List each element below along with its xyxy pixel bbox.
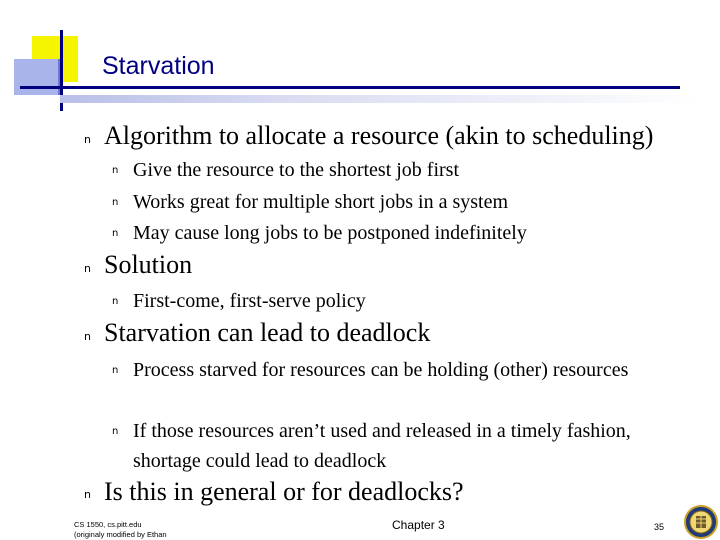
sub-bullet-text: Process starved for resources can be holding (other) resources [133,359,629,381]
sub-bullet-text: Works great for multiple short jobs in a system [133,191,508,213]
sub-bullet-marker: n [112,228,119,239]
page-number: 35 [654,522,665,532]
sub-bullet-text: If those resources aren’t used and released in a timely fashion, shortage could lead to deadlock [133,420,631,472]
bullet-marker: n [84,262,91,275]
sub-bullet-text: May cause long jobs to be postponed indefinitely [133,222,527,244]
sub-bullet-marker: n [112,165,119,176]
bullet-marker: n [84,133,91,146]
slide-title: Starvation [102,52,215,80]
decorative-gradient-bar [60,95,700,103]
footer-credit-line: CS 1550, cs.pitt.edu [74,520,142,529]
bullet-marker: n [84,330,91,343]
sub-bullet-marker: n [112,296,119,307]
sub-bullet-marker: n [112,426,119,437]
sub-bullet-text: Give the resource to the shortest job first [133,159,460,181]
footer-chapter: Chapter 3 [392,518,445,532]
sub-bullet-marker: n [112,365,119,376]
bullet-marker: n [84,488,91,501]
university-seal-icon [684,505,718,539]
footer-credit-line: (originaly modified by Ethan [74,530,167,539]
sub-bullet-marker: n [112,197,119,208]
bullet-text: Algorithm to allocate a resource (akin to scheduling) [104,121,654,150]
bullet-text: Starvation can lead to deadlock [104,318,431,347]
footer-credit [74,520,167,540]
decorative-blue-square [14,59,61,95]
bullet-text: Solution [104,250,193,279]
sub-bullet-text: First-come, first-serve policy [133,290,366,312]
decorative-horizontal-rule [20,86,680,89]
bullet-text: Is this in general or for deadlocks? [104,477,464,506]
